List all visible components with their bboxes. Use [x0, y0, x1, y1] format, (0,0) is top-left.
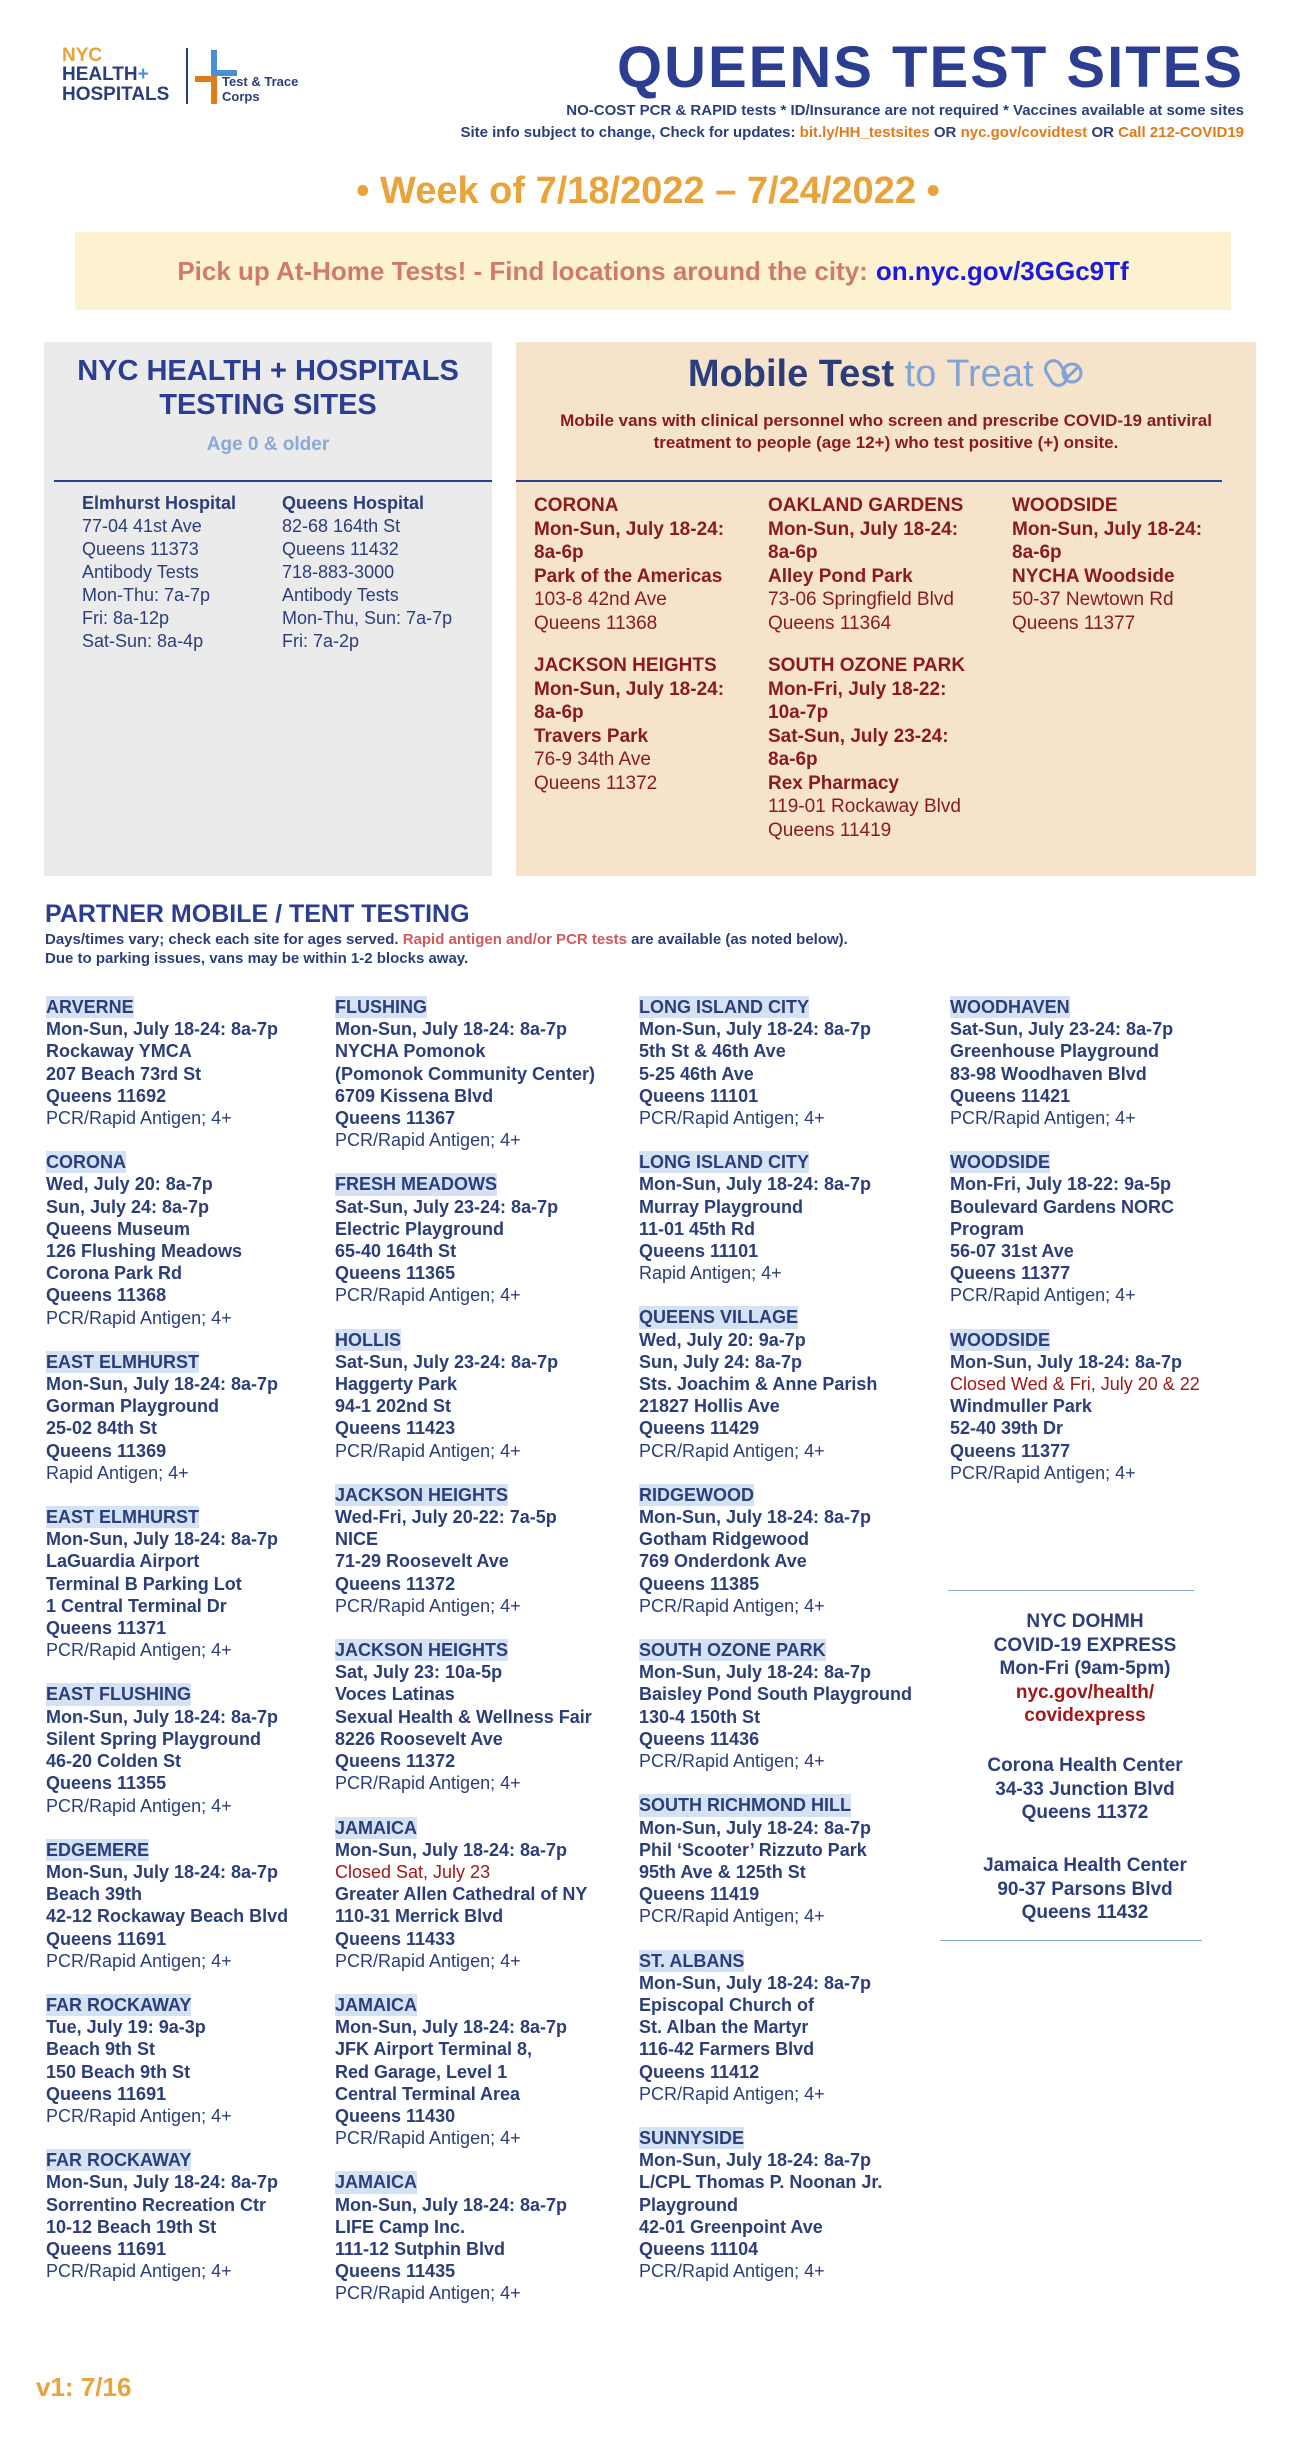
site-city: EAST FLUSHING — [46, 1684, 192, 1705]
site-tests: PCR/Rapid Antigen; 4+ — [639, 2083, 825, 2104]
site-detail: Playground — [639, 2194, 739, 2215]
partner-column-4 — [950, 996, 1200, 1506]
site-detail: Gotham Ridgewood — [639, 1529, 809, 1550]
site-detail: Silent Spring Playground — [46, 1728, 262, 1749]
site-detail: Queens 11691 — [46, 1928, 167, 1949]
site-detail: Mon-Sun, July 18-24: 8a-7p — [639, 1972, 872, 1993]
site-city: ARVERNE — [46, 997, 134, 1017]
site-detail: 46-20 Colden St — [46, 1751, 182, 1772]
dohmh-express-block: NYC DOHMH COVID-19 EXPRESS Mon-Fri (9am-5pm) nyc.gov/health/ covidexpress — [993, 1611, 1177, 1726]
site-detail: 8226 Roosevelt Ave — [335, 1728, 503, 1749]
site-tests: PCR/Rapid Antigen; 4+ — [639, 1595, 825, 1616]
logo-divider — [186, 48, 188, 104]
site-detail: 1 Central Terminal Dr — [46, 1595, 227, 1616]
partner-site — [335, 1994, 595, 2149]
site-city: EAST ELMHURST — [46, 1351, 199, 1372]
site-city: JAMAICA — [335, 2172, 418, 2193]
site-city: WOODSIDE — [950, 1152, 1051, 1173]
partner-site — [46, 2149, 288, 2282]
site-city: SOUTH OZONE PARK — [639, 1640, 826, 1661]
site-detail: 10-12 Beach 19th St — [46, 2216, 217, 2237]
site-detail: 5-25 46th Ave — [639, 1063, 754, 1084]
site-detail: Mon-Sun, July 18-24: 8a-7p — [335, 2194, 568, 2215]
site-city: WOODHAVEN — [950, 997, 1070, 1017]
site-tests: PCR/Rapid Antigen; 4+ — [950, 1462, 1136, 1483]
partner-site — [950, 1329, 1200, 1484]
site-detail: Haggerty Park — [335, 1374, 458, 1395]
partner-site — [46, 996, 288, 1129]
partner-site — [950, 996, 1200, 1129]
site-detail: 65-40 164th St — [335, 1241, 457, 1262]
site-detail: Sexual Health & Wellness Fair — [335, 1706, 592, 1727]
site-city: FLUSHING — [335, 997, 427, 1017]
site-detail: Corona Park Rd — [46, 1263, 183, 1284]
site-closure-note: Closed Sat, July 23 — [335, 1861, 491, 1882]
site-tests: PCR/Rapid Antigen; 4+ — [639, 2261, 825, 2282]
partner-site — [639, 996, 912, 1129]
site-detail: Beach 39th — [46, 1884, 143, 1905]
partner-site — [46, 1506, 288, 1661]
banner-text: Pick up At-Home Tests! - Find locations around the city: — [177, 255, 868, 286]
partner-site — [639, 1306, 912, 1461]
at-home-tests-banner — [75, 232, 1231, 310]
partner-site — [46, 1151, 288, 1329]
site-detail: Murray Playground — [639, 1196, 804, 1217]
site-city: FAR ROCKAWAY — [46, 1994, 192, 2015]
site-tests: PCR/Rapid Antigen; 4+ — [335, 1440, 521, 1461]
site-detail: Terminal B Parking Lot — [46, 1573, 242, 1594]
site-detail: Queens 11372 — [335, 1751, 456, 1772]
site-detail: Baisley Pond South Playground — [639, 1684, 913, 1705]
site-detail: Mon-Fri, July 18-22: 9a-5p — [950, 1174, 1172, 1195]
hh-testing-sites-panel — [44, 342, 492, 876]
site-city: CORONA — [46, 1152, 126, 1173]
site-detail: Queens 11691 — [46, 2083, 167, 2104]
dohmh-top-rule — [948, 1590, 1194, 1591]
mobile-site-oakland-gardens: OAKLAND GARDENS Mon-Sun, July 18-24: 8a-6p Alley Pond Park 73-06 Springfield Blvd Queens 11364 — [768, 495, 964, 634]
site-detail: 150 Beach 9th St — [46, 2061, 191, 2082]
site-detail: (Pomonok Community Center) — [335, 1063, 596, 1084]
site-detail: St. Alban the Martyr — [639, 2017, 809, 2038]
mobile-test-to-treat-panel — [516, 342, 1256, 876]
logo-corps-text: Test & Trace Corps — [222, 74, 299, 104]
site-detail: Mon-Sun, July 18-24: 8a-7p — [639, 1817, 872, 1838]
site-detail: Greater Allen Cathedral of NY — [335, 1884, 588, 1905]
mobile-description: Mobile vans with clinical personnel who screen and prescribe COVID-19 antiviral treatment to people (age 12+) who test positive (+) onsite. — [560, 411, 1212, 452]
site-city: HOLLIS — [335, 1329, 401, 1350]
site-detail: Red Garage, Level 1 — [335, 2061, 508, 2082]
site-detail: 42-01 Greenpoint Ave — [639, 2216, 823, 2237]
partner-site — [639, 1151, 912, 1284]
site-detail: Rockaway YMCA — [46, 1041, 192, 1062]
partner-site — [335, 996, 595, 1151]
site-detail: Queens 11423 — [335, 1418, 456, 1439]
site-detail: Mon-Sun, July 18-24: 8a-7p — [639, 2150, 872, 2171]
partner-heading: PARTNER MOBILE / TENT TESTING — [45, 900, 470, 928]
logo-nyc-text: NYC — [62, 45, 103, 66]
site-detail: Mon-Sun, July 18-24: 8a-7p — [639, 1019, 872, 1040]
partner-site — [335, 1329, 595, 1462]
site-city: RIDGEWOOD — [639, 1484, 754, 1505]
testsites-link[interactable]: bit.ly/HH_testsites — [799, 124, 930, 141]
mobile-site-south-ozone-park: SOUTH OZONE PARK Mon-Fri, July 18-22: 10a-7p Sat-Sun, July 23-24: 8a-6p Rex Pharmacy 119-01 Rockaway Blvd Queens 11419 — [768, 655, 966, 841]
site-detail: Windmuller Park — [950, 1396, 1092, 1417]
site-detail: Mon-Sun, July 18-24: 8a-7p — [46, 1529, 279, 1550]
site-detail: 111-12 Sutphin Blvd — [335, 2238, 506, 2259]
hh-divider — [54, 480, 492, 482]
site-detail: Queens 11421 — [950, 1085, 1071, 1106]
site-detail: Mon-Sun, July 18-24: 8a-7p — [639, 1507, 872, 1528]
site-detail: L/CPL Thomas P. Noonan Jr. — [639, 2172, 883, 2193]
site-tests: PCR/Rapid Antigen; 4+ — [335, 1950, 521, 1971]
site-tests: PCR/Rapid Antigen; 4+ — [46, 1795, 232, 1816]
logo-health-text: HEALTH+ HOSPITALS — [62, 64, 170, 105]
site-detail: 52-40 39th Dr — [950, 1418, 1064, 1439]
site-tests: PCR/Rapid Antigen; 4+ — [46, 1640, 232, 1661]
site-detail: 6709 Kissena Blvd — [335, 1085, 494, 1106]
site-detail: Program — [950, 1218, 1025, 1239]
site-detail: Queens Museum — [46, 1218, 191, 1239]
site-detail: Sorrentino Recreation Ctr — [46, 2194, 267, 2215]
site-detail: 11-01 45th Rd — [639, 1218, 756, 1239]
site-detail: Mon-Sun, July 18-24: 8a-7p — [639, 1174, 872, 1195]
partner-note: Days/times vary; check each site for ages served. Rapid antigen and/or PCR tests are available (as noted below). Due to parking issues, vans may be within 1-2 blocks away. — [45, 931, 848, 967]
site-detail: Queens 11419 — [639, 1884, 760, 1905]
version-label: v1: 7/16 — [36, 2372, 132, 2402]
site-detail: Mon-Sun, July 18-24: 8a-7p — [639, 1662, 872, 1683]
partner-site — [335, 1817, 595, 1972]
site-tests: Rapid Antigen; 4+ — [639, 1263, 782, 1284]
site-city: FRESH MEADOWS — [335, 1174, 497, 1195]
partner-column-1 — [46, 996, 288, 2304]
mobile-divider — [516, 480, 1222, 482]
page-subtitle: NO-COST PCR & RAPID tests * ID/Insurance are not required * Vaccines available at some sites — [566, 102, 1244, 119]
partner-site — [46, 1351, 288, 1484]
site-detail: 83-98 Woodhaven Blvd — [950, 1063, 1147, 1084]
covidtest-link[interactable]: nyc.gov/covidtest — [960, 124, 1088, 141]
site-detail: NYCHA Pomonok — [335, 1041, 486, 1062]
nyc-health-hospitals-logo — [62, 46, 322, 116]
site-tests: PCR/Rapid Antigen; 4+ — [335, 1595, 521, 1616]
site-detail: Greenhouse Playground — [950, 1041, 1160, 1062]
site-detail: Mon-Sun, July 18-24: 8a-7p — [335, 2017, 568, 2038]
site-detail: Sun, July 24: 8a-7p — [639, 1351, 803, 1372]
partner-site — [46, 1839, 288, 1972]
banner-link[interactable]: on.nyc.gov/3GGc9Tf — [875, 255, 1129, 286]
site-detail: 25-02 84th St — [46, 1418, 158, 1439]
mobile-site-woodside: WOODSIDE Mon-Sun, July 18-24: 8a-6p NYCHA Woodside 50-37 Newtown Rd Queens 11377 — [1012, 495, 1203, 634]
site-tests: PCR/Rapid Antigen; 4+ — [639, 1751, 825, 1772]
site-detail: 95th Ave & 125th St — [639, 1861, 806, 1882]
site-detail: Queens 11365 — [335, 1263, 456, 1284]
site-tests: PCR/Rapid Antigen; 4+ — [46, 1307, 232, 1328]
site-detail: Queens 11367 — [335, 1108, 456, 1129]
site-tests: PCR/Rapid Antigen; 4+ — [46, 1108, 232, 1129]
partner-site — [335, 2171, 595, 2304]
partner-site — [335, 1173, 595, 1306]
mobile-test-to-treat-logo: Mobile Test to Treat — [516, 352, 1256, 396]
hh-age-note: Age 0 & older — [206, 434, 330, 455]
site-detail: Beach 9th St — [46, 2039, 156, 2060]
partner-column-3 — [639, 996, 912, 2304]
site-detail: NICE — [335, 1529, 379, 1550]
site-detail: Queens 11433 — [335, 1928, 456, 1949]
site-tests: PCR/Rapid Antigen; 4+ — [950, 1285, 1136, 1306]
partner-site — [950, 1151, 1200, 1306]
site-tests: PCR/Rapid Antigen; 4+ — [46, 1950, 232, 1971]
site-detail: JFK Airport Terminal 8, — [335, 2039, 533, 2060]
site-detail: Wed-Fri, July 20-22: 7a-5p — [335, 1507, 557, 1528]
site-city: JAMAICA — [335, 1994, 418, 2015]
partner-site — [46, 1683, 288, 1816]
partner-site — [335, 1639, 595, 1794]
site-detail: LaGuardia Airport — [46, 1551, 200, 1572]
site-detail: 116-42 Farmers Blvd — [639, 2039, 815, 2060]
site-tests: PCR/Rapid Antigen; 4+ — [46, 2261, 232, 2282]
site-detail: Queens 11435 — [335, 2261, 456, 2282]
partner-site — [639, 1794, 912, 1927]
site-detail: Sat, July 23: 10a-5p — [335, 1662, 503, 1683]
site-detail: Queens 11355 — [46, 1773, 167, 1794]
site-detail: 126 Flushing Meadows — [46, 1241, 243, 1262]
site-detail: 94-1 202nd St — [335, 1396, 452, 1417]
call-covid19-text: Call 212-COVID19 — [1118, 124, 1244, 141]
site-detail: Sat-Sun, July 23-24: 8a-7p — [335, 1351, 559, 1372]
hh-site-queens: Queens Hospital 82-68 164th St Queens 11432 718-883-3000 Antibody Tests Mon-Thu, Sun: 7a-7p Fri: 7a-2p — [282, 493, 453, 651]
site-detail: 5th St & 46th Ave — [639, 1041, 786, 1062]
site-tests: PCR/Rapid Antigen; 4+ — [335, 2128, 521, 2149]
site-detail: Queens 11436 — [639, 1728, 760, 1749]
site-detail: Queens 11412 — [639, 2061, 760, 2082]
site-detail: Queens 11369 — [46, 1440, 167, 1461]
site-detail: Sat-Sun, July 23-24: 8a-7p — [950, 1019, 1174, 1040]
site-detail: Wed, July 20: 8a-7p — [46, 1174, 213, 1195]
site-detail: Queens 11101 — [639, 1085, 759, 1106]
site-detail: Electric Playground — [335, 1218, 505, 1239]
site-tests: PCR/Rapid Antigen; 4+ — [335, 1773, 521, 1794]
site-detail: Sts. Joachim & Anne Parish — [639, 1374, 878, 1395]
site-city: LONG ISLAND CITY — [639, 1152, 809, 1173]
site-detail: 56-07 31st Ave — [950, 1241, 1074, 1262]
site-detail: Mon-Sun, July 18-24: 8a-7p — [335, 1839, 568, 1860]
site-city: JACKSON HEIGHTS — [335, 1640, 509, 1661]
site-detail: Mon-Sun, July 18-24: 8a-7p — [46, 1706, 279, 1727]
mobile-site-jackson-heights: JACKSON HEIGHTS Mon-Sun, July 18-24: 8a-6p Travers Park 76-9 34th Ave Queens 11372 — [534, 655, 725, 794]
site-city: SUNNYSIDE — [639, 2127, 745, 2148]
partner-site — [46, 1994, 288, 2127]
site-detail: Tue, July 19: 9a-3p — [46, 2017, 206, 2038]
site-detail: Sun, July 24: 8a-7p — [46, 1196, 210, 1217]
site-city: JACKSON HEIGHTS — [335, 1484, 509, 1505]
site-detail: Queens 11692 — [46, 1085, 167, 1106]
site-detail: Phil ‘Scooter’ Rizzuto Park — [639, 1839, 867, 1860]
partner-site — [639, 1639, 912, 1772]
partner-site — [639, 1484, 912, 1617]
updates-line: Site info subject to change, Check for updates: bit.ly/HH_testsites OR nyc.gov/covidtest OR Call 212-COVID19 — [460, 124, 1244, 141]
site-tests: PCR/Rapid Antigen; 4+ — [639, 1440, 825, 1461]
site-detail: 71-29 Roosevelt Ave — [335, 1551, 509, 1572]
partner-column-2 — [335, 996, 595, 2327]
site-tests: Rapid Antigen; 4+ — [46, 1462, 189, 1483]
site-detail: 42-12 Rockaway Beach Blvd — [46, 1906, 289, 1927]
week-heading: • Week of 7/18/2022 – 7/24/2022 • — [356, 170, 940, 212]
site-detail: 769 Onderdonk Ave — [639, 1551, 807, 1572]
site-detail: Queens 11377 — [950, 1263, 1071, 1284]
site-detail: 130-4 150th St — [639, 1706, 761, 1727]
site-detail: Mon-Sun, July 18-24: 8a-7p — [46, 1861, 279, 1882]
partner-site — [335, 1484, 595, 1617]
site-detail: Queens 11104 — [639, 2238, 759, 2259]
site-city: EAST ELMHURST — [46, 1507, 199, 1528]
site-detail: Mon-Sun, July 18-24: 8a-7p — [46, 1374, 279, 1395]
site-detail: Mon-Sun, July 18-24: 8a-7p — [46, 2172, 279, 2193]
site-detail: Wed, July 20: 9a-7p — [639, 1329, 806, 1350]
site-detail: Queens 11101 — [639, 1241, 759, 1262]
corona-health-center: Corona Health Center 34-33 Junction Blvd Queens 11372 — [987, 1755, 1183, 1823]
site-detail: LIFE Camp Inc. — [335, 2216, 466, 2237]
site-detail: Voces Latinas — [335, 1684, 455, 1705]
pill-icon — [1044, 354, 1084, 390]
site-city: LONG ISLAND CITY — [639, 997, 809, 1017]
site-detail: Gorman Playground — [46, 1396, 220, 1417]
site-detail: 110-31 Merrick Blvd — [335, 1906, 504, 1927]
site-city: ST. ALBANS — [639, 1950, 745, 1971]
site-tests: PCR/Rapid Antigen; 4+ — [639, 1108, 825, 1129]
site-detail: Mon-Sun, July 18-24: 8a-7p — [950, 1351, 1183, 1372]
site-city: JAMAICA — [335, 1817, 418, 1838]
site-detail: Mon-Sun, July 18-24: 8a-7p — [46, 1019, 279, 1040]
site-tests: PCR/Rapid Antigen; 4+ — [46, 2105, 232, 2126]
site-detail: Queens 11371 — [46, 1618, 167, 1639]
site-detail: Queens 11372 — [335, 1573, 456, 1594]
site-detail: Queens 11385 — [639, 1573, 760, 1594]
site-detail: Queens 11429 — [639, 1418, 760, 1439]
site-detail: Queens 11691 — [46, 2238, 167, 2259]
site-detail: Central Terminal Area — [335, 2083, 521, 2104]
site-city: FAR ROCKAWAY — [46, 2150, 192, 2171]
hh-panel-title: NYC HEALTH + HOSPITALS TESTING SITES — [77, 355, 459, 421]
site-tests: PCR/Rapid Antigen; 4+ — [335, 1130, 521, 1151]
site-city: WOODSIDE — [950, 1329, 1051, 1350]
hh-site-elmhurst: Elmhurst Hospital 77-04 41st Ave Queens 11373 Antibody Tests Mon-Thu: 7a-7p Fri: 8a-12p Sat-Sun: 8a-4p — [82, 493, 237, 651]
site-detail: Mon-Sun, July 18-24: 8a-7p — [335, 1019, 568, 1040]
covidexpress-link[interactable]: nyc.gov/health/ covidexpress — [1015, 1681, 1155, 1726]
site-detail: 207 Beach 73rd St — [46, 1063, 202, 1084]
site-city: QUEENS VILLAGE — [639, 1307, 799, 1328]
site-city: EDGEMERE — [46, 1839, 150, 1860]
jamaica-health-center: Jamaica Health Center 90-37 Parsons Blvd Queens 11432 — [983, 1855, 1187, 1923]
site-detail: Queens 11430 — [335, 2105, 456, 2126]
site-tests: PCR/Rapid Antigen; 4+ — [639, 1906, 825, 1927]
site-detail: Boulevard Gardens NORC — [950, 1196, 1175, 1217]
site-tests: PCR/Rapid Antigen; 4+ — [335, 1285, 521, 1306]
site-detail: Queens 11368 — [46, 1285, 167, 1306]
partner-site — [639, 1950, 912, 2105]
dohmh-bottom-rule — [940, 1940, 1202, 1941]
page-title: QUEENS TEST SITES — [617, 35, 1244, 100]
site-closure-note: Closed Wed & Fri, July 20 & 22 — [950, 1374, 1200, 1395]
site-tests: PCR/Rapid Antigen; 4+ — [335, 2283, 521, 2304]
site-detail: Sat-Sun, July 23-24: 8a-7p — [335, 1196, 559, 1217]
site-city: SOUTH RICHMOND HILL — [639, 1795, 851, 1816]
mobile-site-corona: CORONA Mon-Sun, July 18-24: 8a-6p Park of the Americas 103-8 42nd Ave Queens 11368 — [534, 495, 725, 634]
site-detail: Episcopal Church of — [639, 1994, 815, 2015]
site-detail: 21827 Hollis Ave — [639, 1396, 780, 1417]
site-tests: PCR/Rapid Antigen; 4+ — [950, 1108, 1136, 1129]
partner-site — [639, 2127, 912, 2282]
site-detail: Queens 11377 — [950, 1440, 1071, 1461]
